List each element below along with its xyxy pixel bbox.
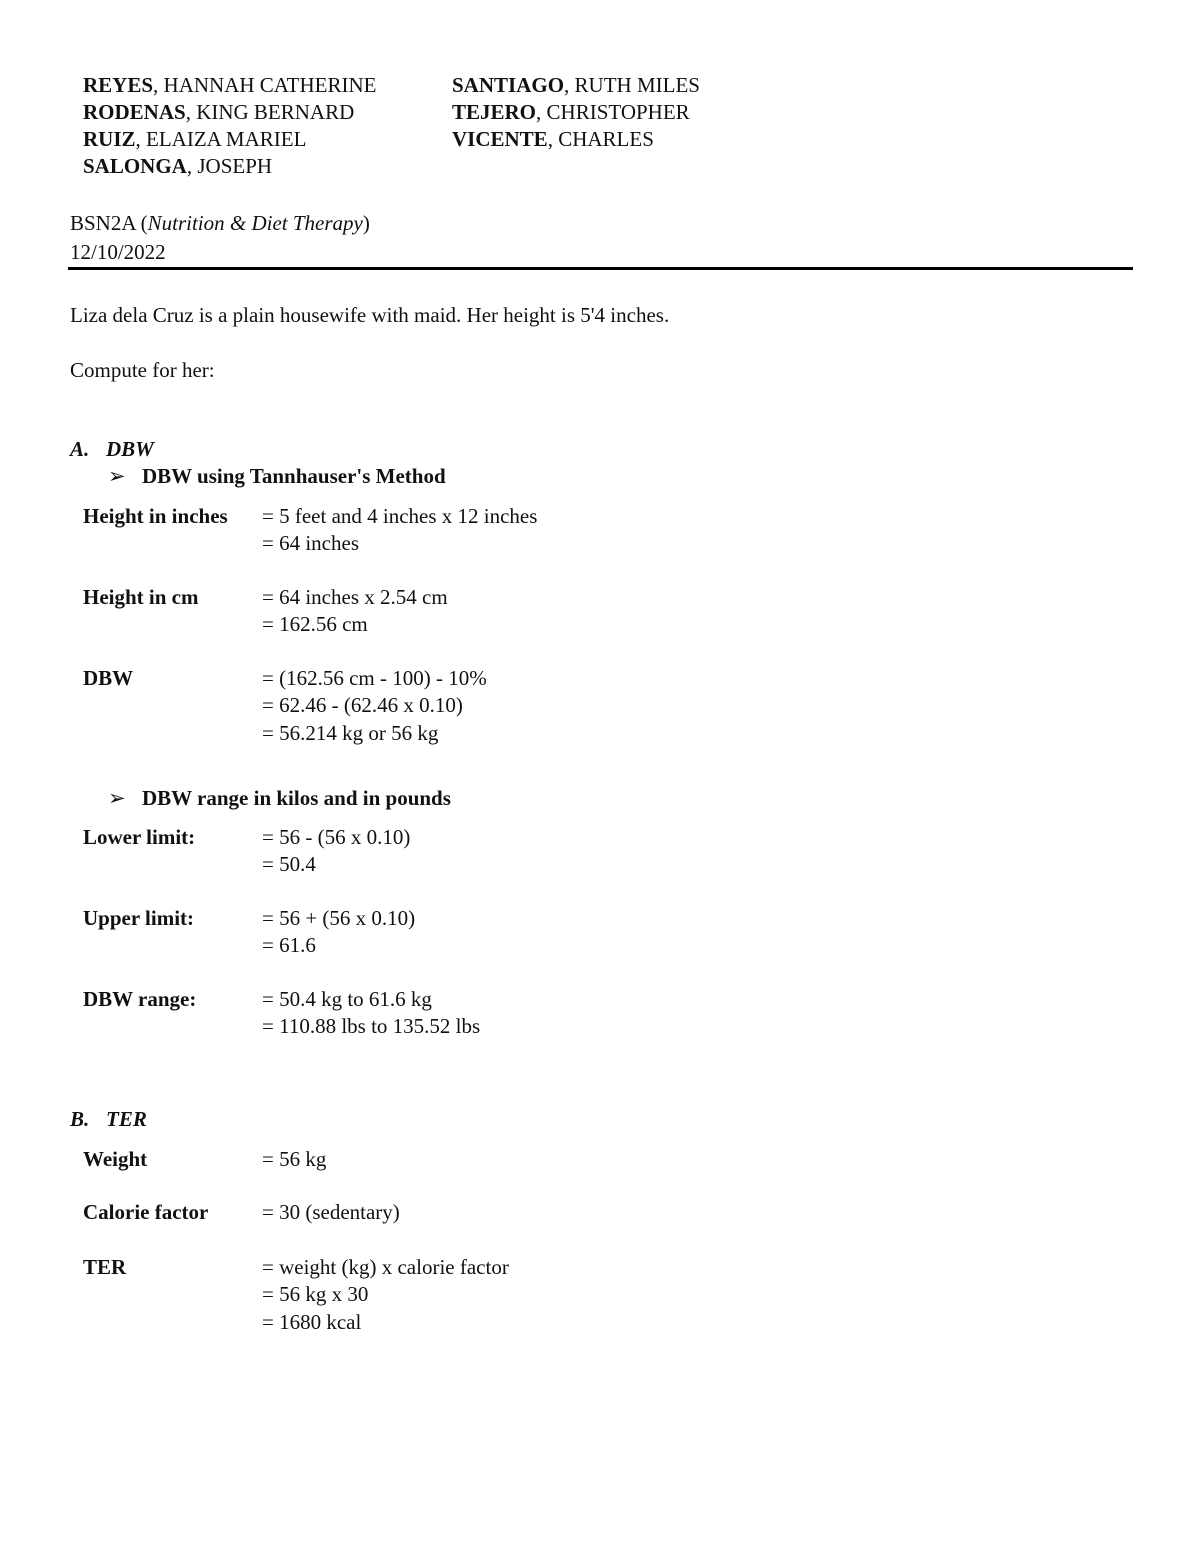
subheading-dbw-range: ➢ DBW range in kilos and in pounds [108,786,451,810]
author-name: VICENTE, CHARLES [452,127,654,151]
label-dbw-range: DBW range: [83,987,197,1011]
section-b-heading: B. TER [70,1107,147,1131]
instruction: Compute for her: [70,358,215,382]
label-calorie-factor: Calorie factor [83,1200,209,1224]
author-name: SALONGA, JOSEPH [83,154,273,178]
label-dbw: DBW [83,666,134,690]
value-height-cm: = 64 inches x 2.54 cm = 162.56 cm [262,585,448,637]
authors-left [83,72,376,180]
value-calorie-factor: = 30 (sedentary) [262,1200,400,1224]
value-lower-limit: = 56 - (56 x 0.10) = 50.4 [262,825,411,877]
label-lower-limit: Lower limit: [83,825,196,849]
label-height-inches: Height in inches [83,504,228,528]
horizontal-rule [68,267,1133,270]
arrow-bullet-icon: ➢ [108,786,126,810]
value-dbw: = (162.56 cm - 100) - 10% = 62.46 - (62.46 x 0.10) = 56.214 kg or 56 kg [262,666,487,745]
author-name: RUIZ, ELAIZA MARIEL [83,127,307,151]
value-weight: = 56 kg [262,1147,327,1171]
label-weight: Weight [83,1147,148,1171]
problem-statement: Liza dela Cruz is a plain housewife with maid. Her height is 5'4 inches. [70,303,670,327]
author-name: SANTIAGO, RUTH MILES [452,73,700,97]
label-ter: TER [83,1255,127,1279]
value-ter: = weight (kg) x calorie factor = 56 kg x 30 = 1680 kcal [262,1255,509,1334]
value-height-inches: = 5 feet and 4 inches x 12 inches = 64 inches [262,504,538,556]
date: 12/10/2022 [70,240,166,264]
label-upper-limit: Upper limit: [83,906,195,930]
value-upper-limit: = 56 + (56 x 0.10) = 61.6 [262,906,416,958]
subheading-tannhauser: ➢ DBW using Tannhauser's Method [108,464,446,488]
author-name: RODENAS, KING BERNARD [83,100,355,124]
section-a-heading: A. DBW [70,437,154,461]
arrow-bullet-icon: ➢ [108,464,126,488]
author-name: TEJERO, CHRISTOPHER [452,100,690,124]
label-height-cm: Height in cm [83,585,199,609]
value-dbw-range: = 50.4 kg to 61.6 kg = 110.88 lbs to 135.52 lbs [262,987,481,1039]
author-name: REYES, HANNAH CATHERINE [83,73,377,97]
authors-right [452,72,700,153]
course-line: BSN2A (Nutrition & Diet Therapy) [70,211,370,235]
